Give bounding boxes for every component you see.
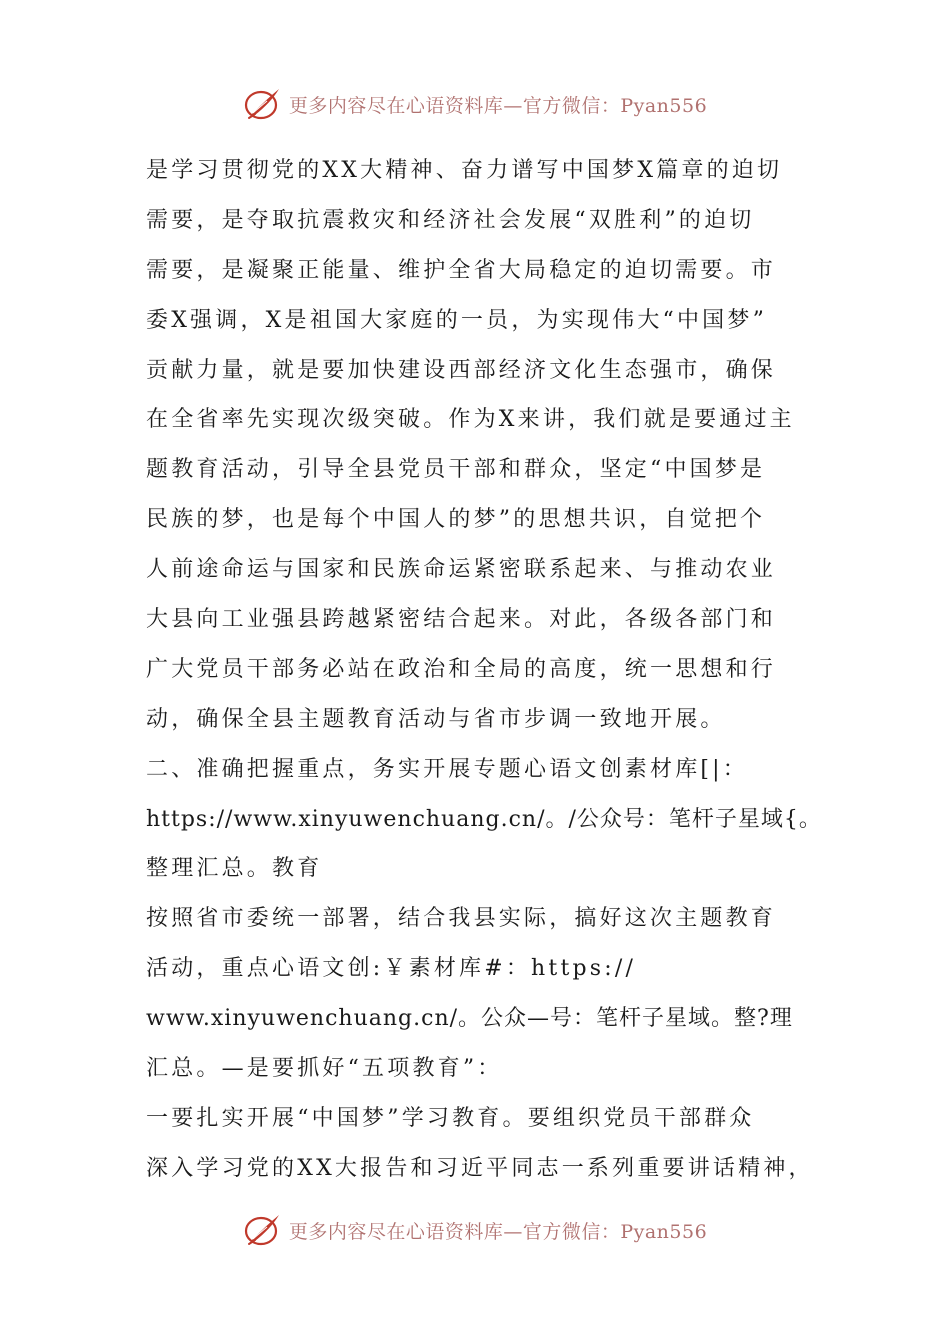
body-line: 按照省市委统一部署，结合我县实际，搞好这次主题教育 bbox=[146, 906, 777, 932]
body-line: 人前途命运与国家和民族命运紧密联系起来、与推动农业 bbox=[146, 557, 777, 583]
body-line: 需要，是凝聚正能量、维护全省大局稳定的迫切需要。市 bbox=[146, 257, 777, 283]
body-line: 题教育活动，引导全县党员干部和群众，坚定“中国梦是 bbox=[146, 457, 766, 483]
body-line-url: www.xinyuwenchuang.cn/。公众—号：笔杆子星域。整?理 bbox=[146, 1006, 793, 1032]
body-line: 贡献力量，就是要加快建设西部经济文化生态强市，确保 bbox=[146, 357, 777, 383]
body-line: 民族的梦，也是每个中国人的梦”的思想共识，自觉把个 bbox=[146, 507, 766, 533]
body-line: 委X强调，X是祖国大家庭的一员，为实现伟大“中国梦” bbox=[146, 307, 768, 333]
body-line: 汇总。—是要抓好“五项教育”： bbox=[146, 1056, 503, 1082]
body-line: 活动，重点心语文创:￥素材库#：https:// bbox=[146, 956, 637, 982]
body-line: 广大党员干部务必站在政治和全局的高度，统一思想和行 bbox=[146, 656, 777, 682]
body-line: 需要，是夺取抗震救灾和经济社会发展“双胜利”的迫切 bbox=[146, 207, 755, 233]
body-line: 整理汇总。教育 bbox=[146, 856, 323, 882]
footer-banner-text: 更多内容尽在心语资料库—官方微信：Pyan556 bbox=[288, 1220, 708, 1243]
body-line: 深入学习党的XX大报告和习近平同志一系列重要讲话精神， bbox=[146, 1155, 814, 1181]
header-banner bbox=[0, 84, 950, 124]
section-heading: 二、准确把握重点，务实开展专题心语文创素材库[|： bbox=[146, 756, 748, 782]
body-line: 动，确保全县主题教育活动与省市步调一致地开展。 bbox=[146, 706, 726, 732]
footer-banner bbox=[0, 1210, 950, 1250]
header-banner-text: 更多内容尽在心语资料库—官方微信：Pyan556 bbox=[288, 94, 708, 117]
body-line: 大县向工业强县跨越紧密结合起来。对此，各级各部门和 bbox=[146, 607, 777, 633]
quill-pen-logo-icon bbox=[243, 85, 283, 123]
body-line: 在全省率先实现次级突破。作为X来讲，我们就是要通过主 bbox=[146, 407, 795, 433]
body-line: 一要扎实开展“中国梦”学习教育。要组织党员干部群众 bbox=[146, 1105, 755, 1131]
quill-pen-logo-icon bbox=[243, 1211, 283, 1249]
body-line: 是学习贯彻党的XX大精神、奋力谱写中国梦X篇章的迫切 bbox=[146, 158, 783, 183]
body-line-url: https://www.xinyuwenchuang.cn/。/公众号：笔杆子星域{。 bbox=[146, 806, 822, 832]
document-body bbox=[146, 146, 826, 1194]
